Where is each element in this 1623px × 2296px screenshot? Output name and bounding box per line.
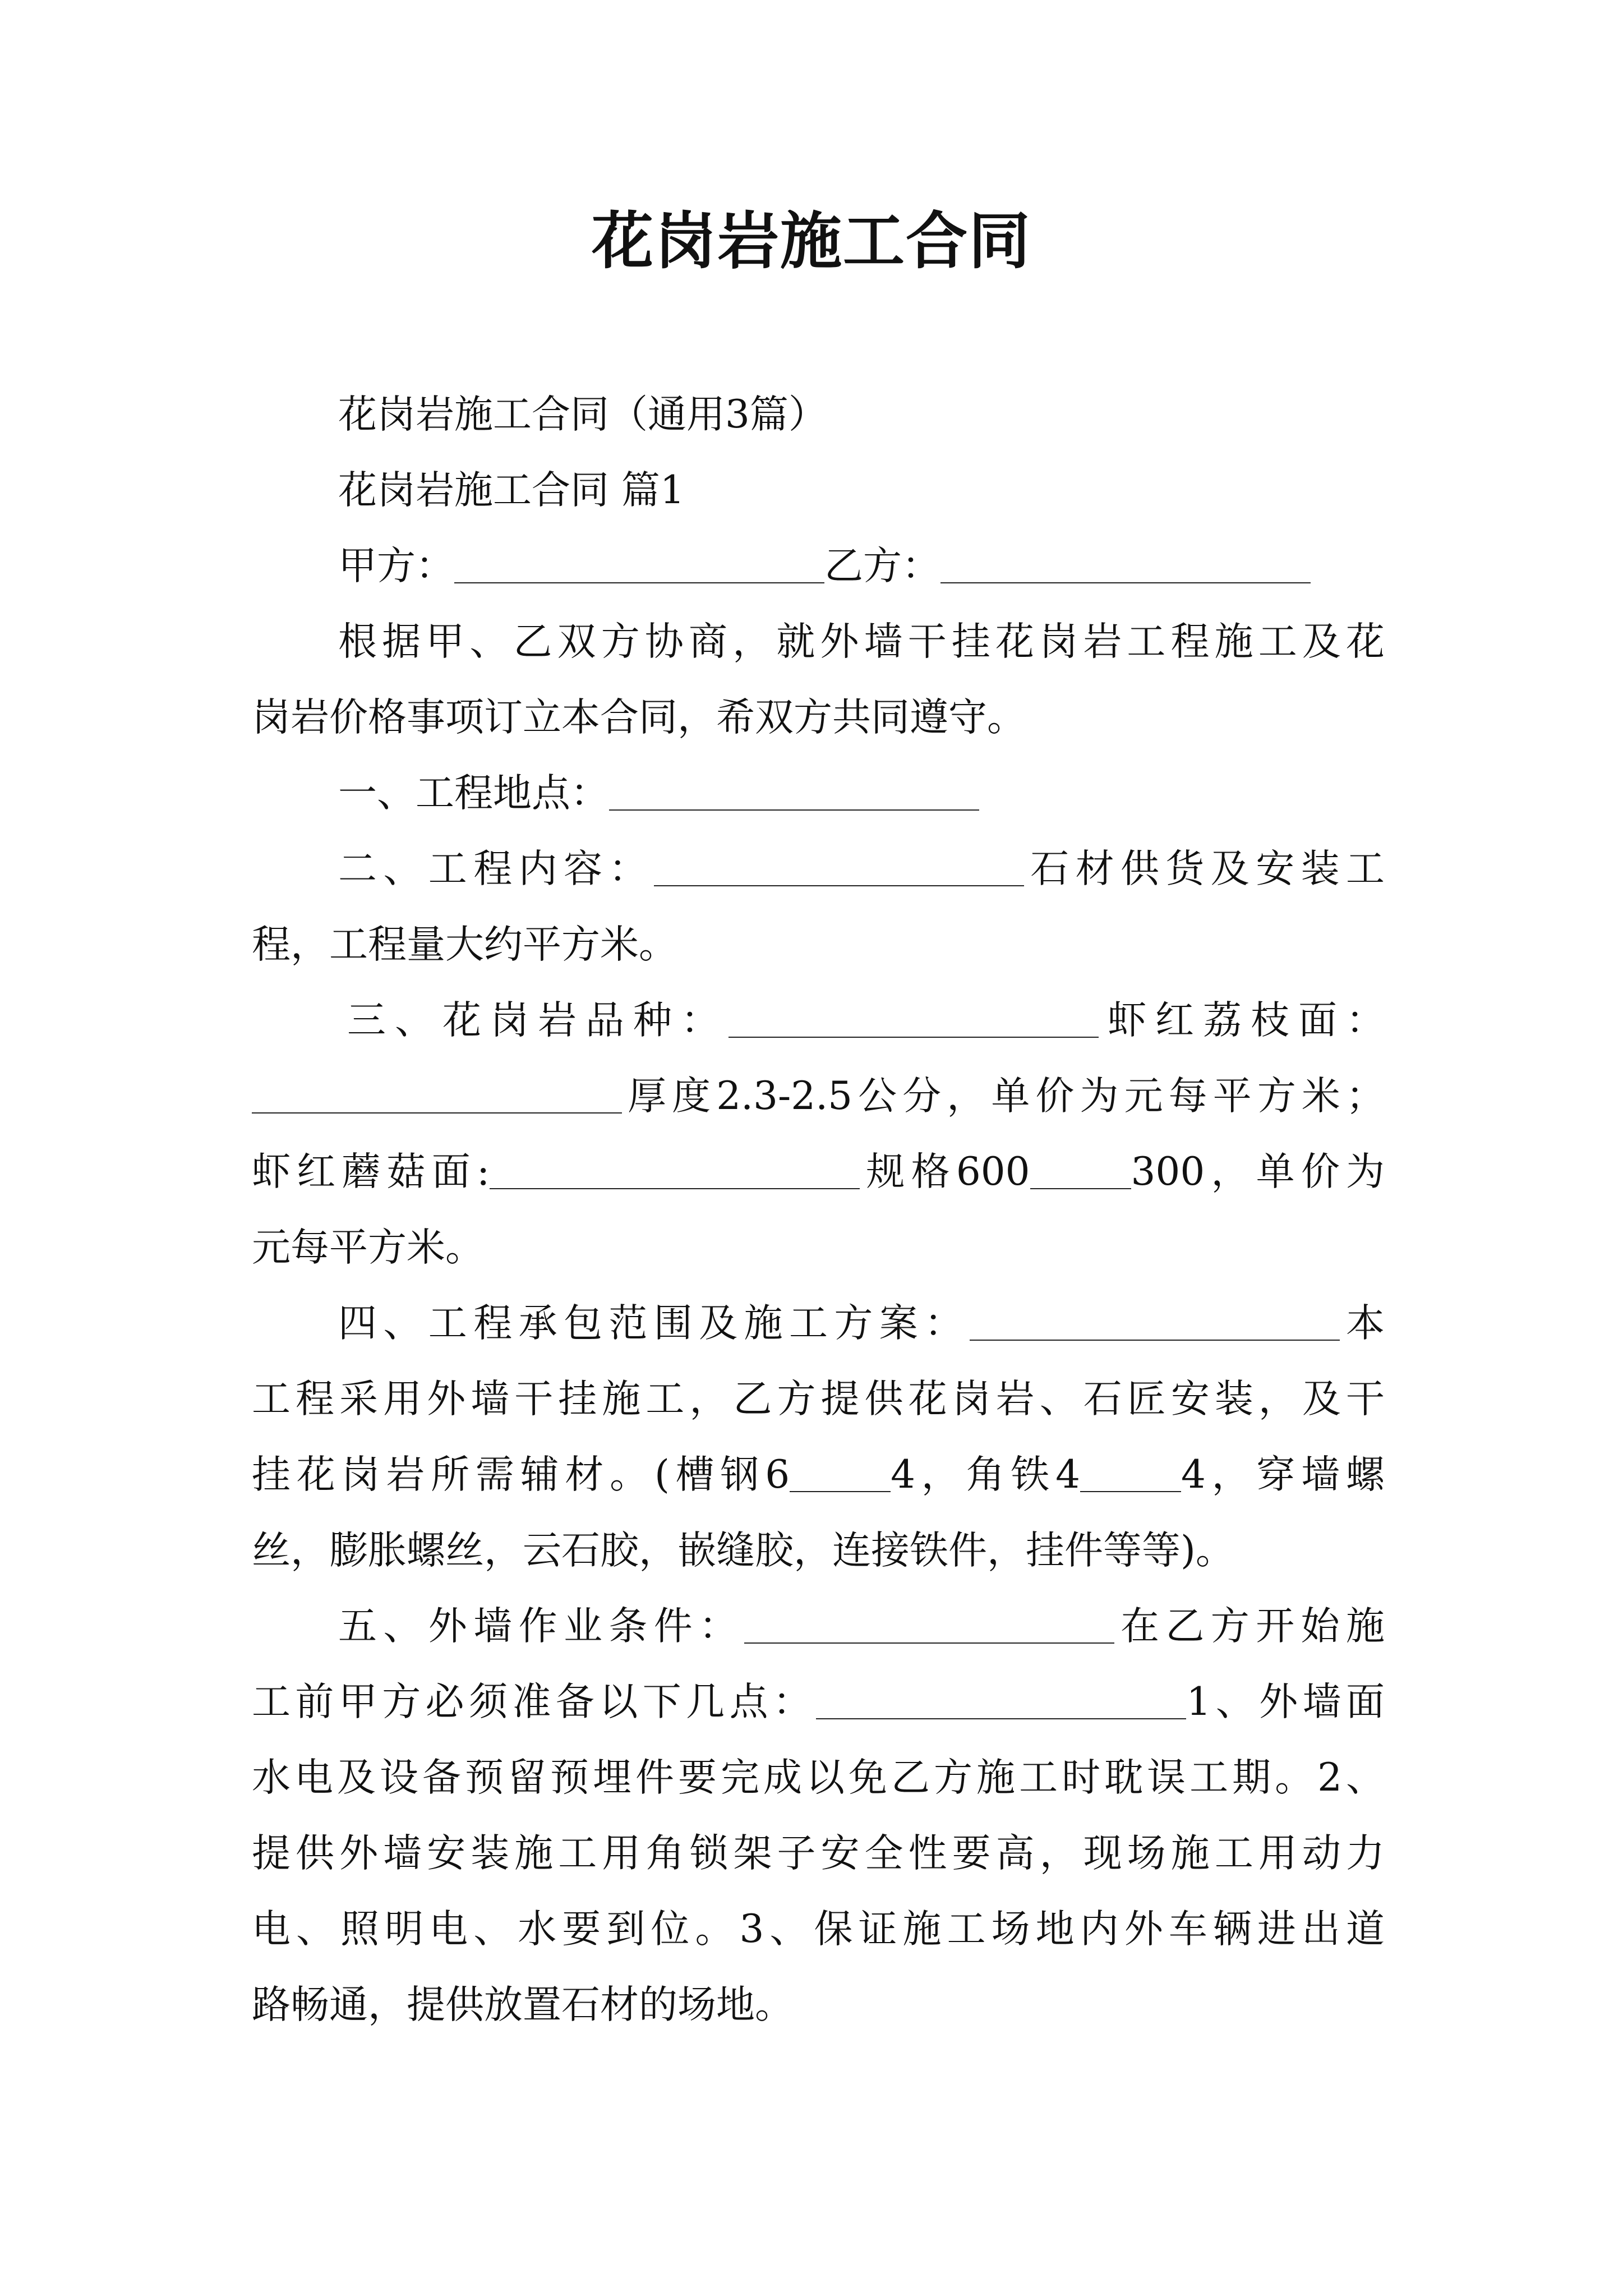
text-segment: 丝，膨胀螺丝，云石胶，嵌缝胶，连接铁件，挂件等等)。 xyxy=(252,1528,1234,1573)
paragraph-line xyxy=(252,1816,1385,1892)
text-segment: 虾红荔枝面： xyxy=(1099,998,1385,1043)
text-segment: 1、外墙面 xyxy=(1186,1680,1385,1724)
text-segment: 程，工程量大约平方米。 xyxy=(252,922,677,967)
subtitle-line xyxy=(252,377,1385,453)
paragraph-line xyxy=(252,1664,1385,1740)
fill-blank xyxy=(790,1456,891,1492)
text-segment: 规格600 xyxy=(860,1149,1030,1194)
fill-blank xyxy=(490,1153,860,1189)
text-segment: 二、工程内容： xyxy=(338,846,654,891)
clause-line xyxy=(252,1286,1385,1361)
text-segment: 300，单价为 xyxy=(1131,1149,1385,1194)
fill-blank xyxy=(970,1305,1340,1341)
text-segment: 虾红蘑菇面: xyxy=(252,1149,490,1194)
paragraph-line xyxy=(252,1437,1385,1513)
fill-blank xyxy=(654,850,1024,886)
text-segment: 三、花岗岩品种： xyxy=(347,998,728,1043)
paragraph-line xyxy=(252,1892,1385,1967)
text-segment: 五、外墙作业条件： xyxy=(338,1604,744,1649)
document-body xyxy=(252,377,1385,2043)
party-a-label: 甲方： xyxy=(338,544,454,588)
fill-blank xyxy=(1080,1456,1181,1492)
fill-blank xyxy=(744,1608,1114,1644)
clause-line xyxy=(252,983,1385,1059)
text-segment: 在乙方开始施 xyxy=(1114,1604,1385,1649)
paragraph-line xyxy=(252,1361,1385,1437)
document-title: 花岗岩施工合同 xyxy=(592,205,1031,277)
fill-blank xyxy=(1030,1153,1131,1189)
party-b-label: 乙方： xyxy=(824,544,940,588)
clause-line xyxy=(252,1589,1385,1664)
fill-blank xyxy=(728,1002,1099,1038)
paragraph-line xyxy=(252,604,1385,680)
text-segment: 挂花岗岩所需辅材。(槽钢6 xyxy=(252,1452,790,1497)
party-b-blank xyxy=(940,547,1311,583)
text-segment: 石材供货及安装工 xyxy=(1023,846,1385,891)
fill-blank xyxy=(609,775,979,811)
text-segment: 工程采用外墙干挂施工，乙方提供花岗岩、石匠安装，及干 xyxy=(252,1377,1385,1421)
parties-line xyxy=(252,528,1385,604)
text-segment: 花岗岩施工合同（通用3篇） xyxy=(338,392,827,437)
text-segment: 水电及设备预留预埋件要完成以免乙方施工时耽误工期。2、 xyxy=(252,1755,1385,1800)
text-segment: 岗岩价格事项订立本合同，希双方共同遵守。 xyxy=(252,695,1026,740)
text-segment: 4，穿墙螺 xyxy=(1181,1452,1385,1497)
text-segment: 提供外墙安装施工用角锁架子安全性要高，现场施工用动力 xyxy=(252,1831,1385,1876)
fill-blank xyxy=(816,1683,1186,1719)
paragraph-line xyxy=(252,907,1385,983)
clause-line xyxy=(252,756,1385,831)
paragraph-line xyxy=(252,1059,1385,1134)
paragraph-line xyxy=(252,680,1385,756)
clause-line xyxy=(252,831,1385,907)
paragraph-line xyxy=(252,1134,1385,1210)
section-heading xyxy=(252,453,1385,528)
text-segment: 路畅通，提供放置石材的场地。 xyxy=(252,1982,794,2027)
text-segment: 元每平方米。 xyxy=(252,1225,484,1270)
text-segment: 花岗岩施工合同 篇1 xyxy=(338,468,685,513)
text-segment: 根据甲、乙双方协商，就外墙干挂花岗岩工程施工及花 xyxy=(338,619,1385,664)
text-segment: 工前甲方必须准备以下几点： xyxy=(252,1680,817,1724)
party-a-blank xyxy=(454,547,824,583)
fill-blank xyxy=(252,1078,622,1114)
text-segment: 一、工程地点： xyxy=(338,771,609,816)
text-segment: 电、照明电、水要到位。3、保证施工场地内外车辆进出道 xyxy=(252,1907,1385,1952)
text-segment: 4，角铁4 xyxy=(891,1452,1080,1497)
paragraph-line xyxy=(252,1740,1385,1816)
text-segment: 四、工程承包范围及施工方案： xyxy=(338,1301,970,1346)
paragraph-line xyxy=(252,1513,1385,1589)
paragraph-line xyxy=(252,1967,1385,2043)
paragraph-line xyxy=(252,1210,1385,1286)
text-segment: 本 xyxy=(1339,1301,1385,1346)
text-segment: 厚度2.3-2.5公分，单价为元每平方米； xyxy=(622,1074,1385,1119)
